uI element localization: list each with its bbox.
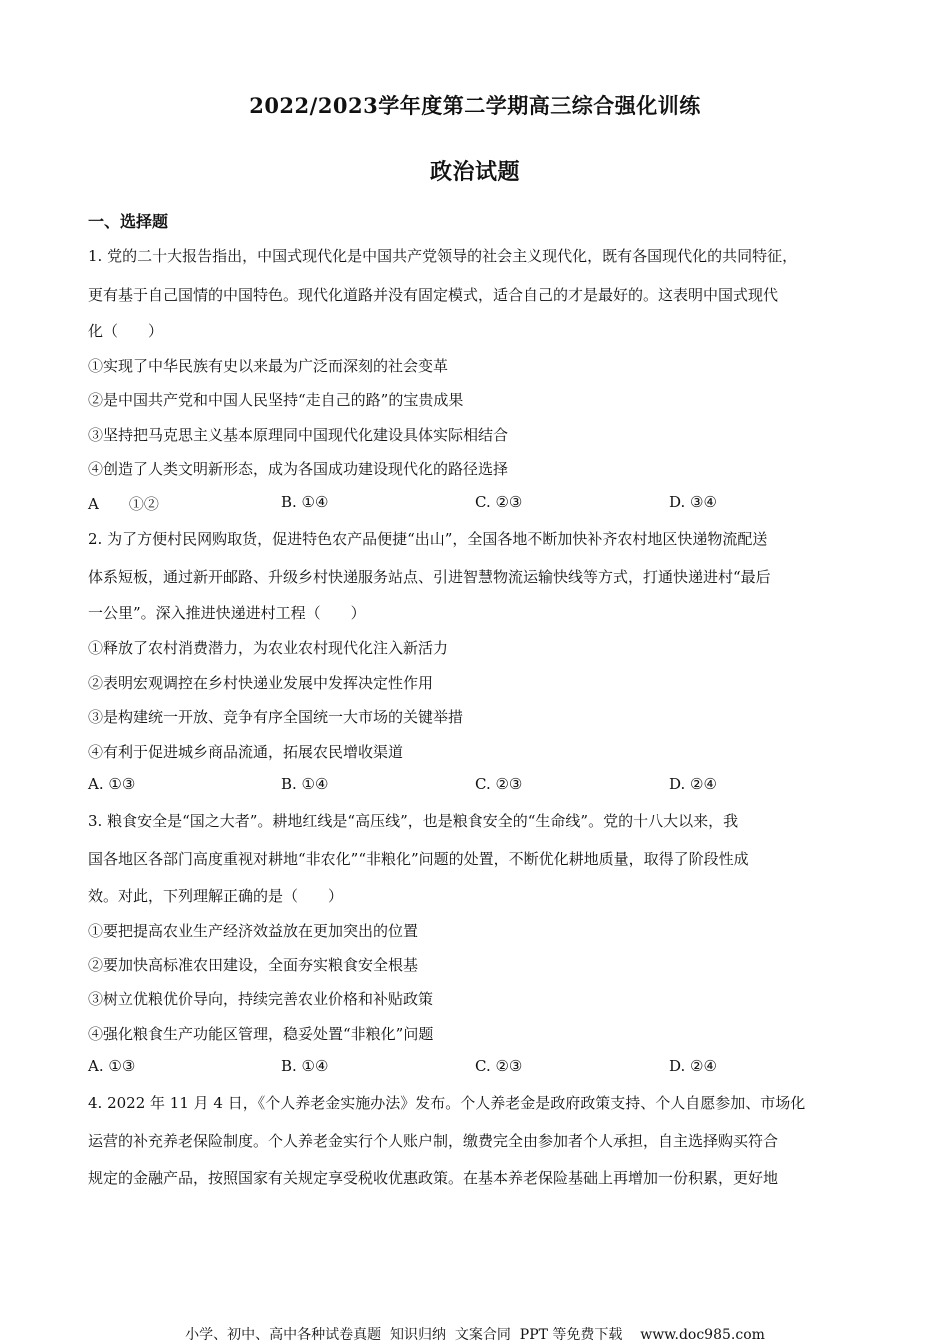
footer-banner: 小学、初中、高中各种试卷真题 知识归纳 文案合同 PPT 等免费下载 www.doc985.com [185, 1327, 765, 1343]
q1-stem-line: 更有基于自己国情的中国特色。现代化道路并没有固定模式，适合自己的才是最好的。这表明中国式现代 [88, 286, 779, 304]
q4-stem-line: 运营的补充养老保险制度。个人养老金实行个人账户制，缴费完全由参加者个人承担，自主选择购买符合 [88, 1132, 779, 1150]
q3-stem-line: 3. 粮食安全是“国之大者”。耕地红线是“高压线”，也是粮食安全的“生命线”。党的十八大以来，我 [88, 812, 739, 830]
option-c[interactable]: C. ②③ [475, 493, 523, 511]
option-d[interactable]: D. ②④ [669, 1057, 717, 1075]
option-d[interactable]: D. ③④ [669, 493, 717, 511]
q3-item: ①要把提高农业生产经济效益放在更加突出的位置 [88, 922, 419, 940]
q2-stem-line: 体系短板，通过新开邮路、升级乡村快递服务站点、引进智慧物流运输快线等方式，打通快递进村“最后 [88, 568, 771, 586]
q3-stem-line: 效。对此，下列理解正确的是（ ） [88, 887, 344, 905]
option-b[interactable]: B. ①④ [281, 1057, 329, 1075]
q1-item: ④创造了人类文明新形态，成为各国成功建设现代化的路径选择 [88, 460, 509, 478]
q2-item: ②表明宏观调控在乡村快递业发展中发挥决定性作用 [88, 674, 434, 692]
section-heading: 一、选择题 [88, 212, 169, 231]
q4-stem-line: 4. 2022 年 11 月 4 日，《个人养老金实施办法》发布。个人养老金是政府政策支持、个人自愿参加、市场化 [88, 1094, 806, 1112]
exam-title: 2022/2023学年度第二学期高三综合强化训练 [249, 93, 701, 118]
q3-options [88, 1057, 868, 1079]
q1-item: ③坚持把马克思主义基本原理同中国现代化建设具体实际相结合 [88, 426, 509, 444]
option-a[interactable]: A. ①③ [88, 1057, 136, 1075]
exam-subject: 政治试题 [429, 159, 520, 185]
q3-stem-line: 国各地区各部门高度重视对耕地“非农化”“非粮化”问题的处置，不断优化耕地质量，取得了阶段性成 [88, 850, 749, 868]
q1-options [88, 493, 868, 515]
q3-item: ④强化粮食生产功能区管理，稳妥处置“非粮化”问题 [88, 1025, 434, 1043]
option-b[interactable]: B. ①④ [281, 775, 329, 793]
option-b[interactable]: B. ①④ [281, 493, 329, 511]
option-a[interactable]: A ①② [88, 495, 159, 513]
q1-stem-line: 1. 党的二十大报告指出，中国式现代化是中国共产党领导的社会主义现代化，既有各国现代化的共同特征， [88, 247, 798, 265]
q2-stem-line: 一公里”。深入推进快递进村工程（ ） [88, 604, 366, 622]
q1-item: ①实现了中华民族有史以来最为广泛而深刻的社会变革 [88, 357, 449, 375]
q3-item: ③树立优粮优价导向，持续完善农业价格和补贴政策 [88, 990, 434, 1008]
option-c[interactable]: C. ②③ [475, 775, 523, 793]
q2-stem-line: 2. 为了方便村民网购取货，促进特色农产品便捷“出山”，全国各地不断加快补齐农村地区快递物流配送 [88, 530, 768, 548]
option-c[interactable]: C. ②③ [475, 1057, 523, 1075]
option-d[interactable]: D. ②④ [669, 775, 717, 793]
q1-item: ②是中国共产党和中国人民坚持“走自己的路”的宝贵成果 [88, 391, 464, 409]
q3-item: ②要加快高标准农田建设，全面夯实粮食安全根基 [88, 956, 419, 974]
q2-item: ①释放了农村消费潜力，为农业农村现代化注入新活力 [88, 639, 449, 657]
option-a[interactable]: A. ①③ [88, 775, 136, 793]
q4-stem-line: 规定的金融产品，按照国家有关规定享受税收优惠政策。在基本养老保险基础上再增加一份积累，更好地 [88, 1169, 779, 1187]
q2-item: ④有利于促进城乡商品流通，拓展农民增收渠道 [88, 743, 404, 761]
q2-item: ③是构建统一开放、竞争有序全国统一大市场的关键举措 [88, 708, 464, 726]
q2-options [88, 775, 868, 797]
q1-stem-line: 化（ ） [88, 322, 164, 340]
